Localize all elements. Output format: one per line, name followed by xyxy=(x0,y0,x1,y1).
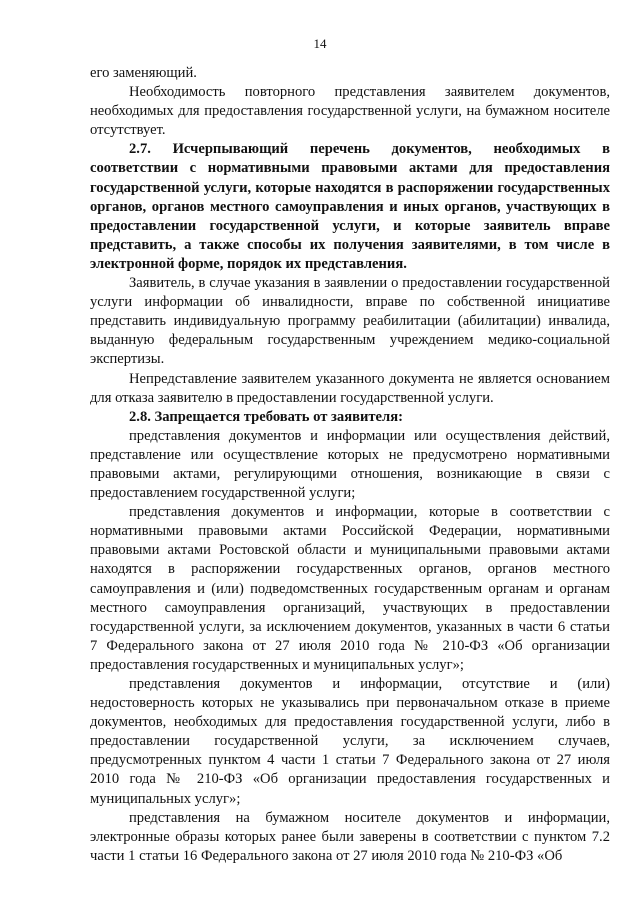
list-item-prohibited-3: представления документов и информации, отсутствие и (или) недостоверность которых не указывались при первоначальном отказе в приеме документов, необходимых для предоставления государственной услуги, либо в предоставлении государственной услуги, за исключением случаев, предусмотренных пунктом 4 части 1 статьи 7 Федерального закона от 27 июля 2010 года № 210-ФЗ «Об организации предоставления государственных и муниципальных услуг»; xyxy=(90,676,610,807)
paragraph-continuation: его заменяющий. xyxy=(90,65,197,81)
section-heading-2-8: 2.8. Запрещается требовать от заявителя: xyxy=(129,408,403,425)
list-item-prohibited-2: представления документов и информации, которые в соответствии с нормативными правовыми актами Российской Федерации, нормативными правовыми актами Ростовской области и муниципальными правовыми актами находятся в распоряжении государственных органов, органов местного самоуправления и (или) подведомственных государственным органам и органам местного самоуправления организаций, участвующих в предоставлении государственной услуги, за исключением документов, указанных в части 6 статьи 7 Федерального закона от 27 июля 2010 года № 210-ФЗ «Об организации предоставления государственных и муниципальных услуг»; xyxy=(90,504,610,673)
page-number: 14 xyxy=(313,36,327,51)
list-item-prohibited-4: представления на бумажном носителе документов и информации, электронные образы которых ранее были заверены в соответствии с пунктом 7.2 части 1 статьи 16 Федерального закона от 27 июля 2010 года № 210-ФЗ «Об xyxy=(90,809,610,864)
paragraph-resubmission-note: Необходимость повторного представления заявителем документов, необходимых для предоставления государственной услуги, на бумажном носителе отсутствует. xyxy=(90,84,610,139)
list-item-prohibited-1: представления документов и информации или осуществления действий, представление или осуществление которых не предусмотрено нормативными правовыми актами, регулирующими отношения, возникающие в связи с предоставлением государственной услуги; xyxy=(90,427,610,502)
paragraph-non-submission: Непредставление заявителем указанного документа не является основанием для отказа заявителю в предоставлении государственной услуги. xyxy=(90,370,610,406)
document-body xyxy=(90,64,610,866)
paragraph-disability-program: Заявитель, в случае указания в заявлении о предоставлении государственной услуги информации об инвалидности, вправе по собственной инициативе представить индивидуальную программу реабилитации (абилитации) инвалида, выданную федеральным государственным учреждением медико-социальной экспертизы. xyxy=(90,275,610,368)
section-heading-2-7: 2.7. Исчерпывающий перечень документов, необходимых в соответствии с нормативными правовыми актами для предоставления государственной услуги, которые находятся в распоряжении государственных органов, органов местного самоуправления и иных органов, участвующих в предоставлении государственной услуги, и которые заявитель вправе представить, а также способы их получения заявителями, в том числе в электронной форме, порядок их представления. xyxy=(90,141,610,272)
